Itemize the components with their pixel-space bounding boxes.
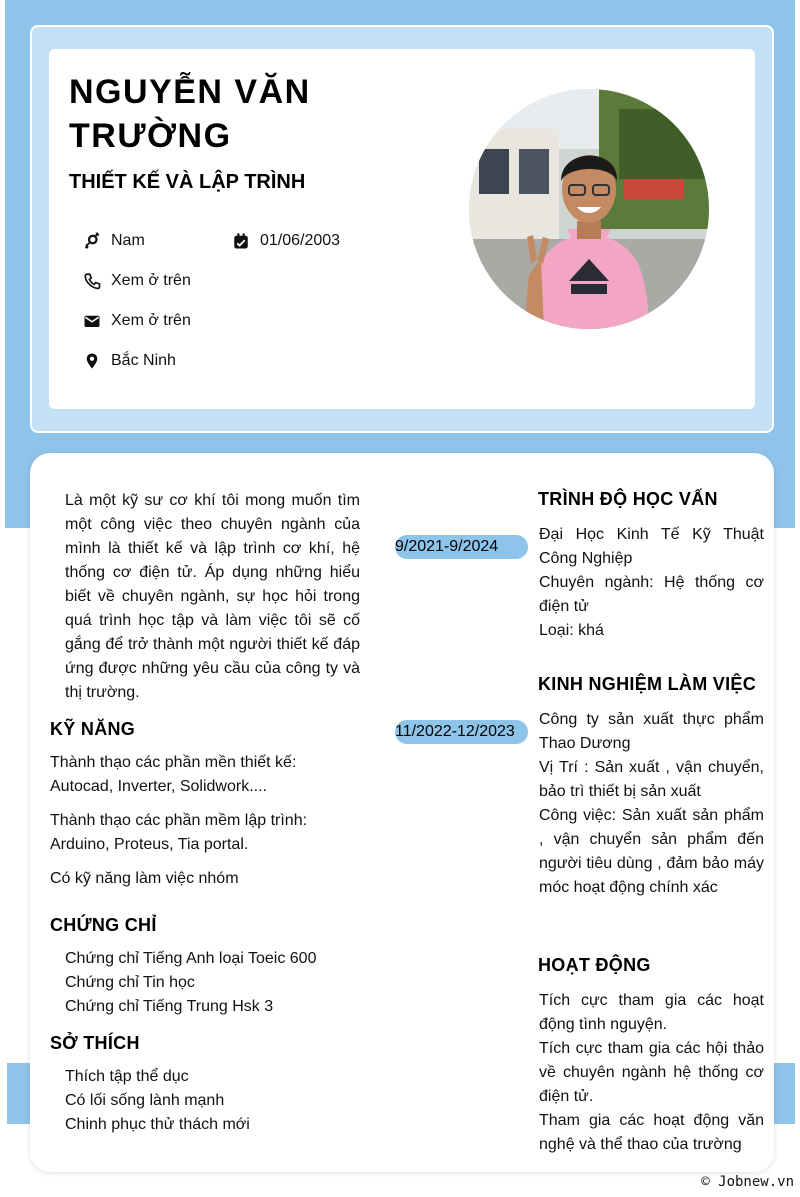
profile-photo	[469, 89, 709, 329]
birthday-info	[232, 232, 340, 250]
education-major: Chuyên ngành: Hệ thống cơ điện tử	[539, 574, 764, 615]
birthday-value: 01/06/2003	[260, 232, 341, 249]
gender-icon	[83, 232, 101, 250]
email-icon	[83, 312, 101, 330]
education-title: TRÌNH ĐỘ HỌC VẤN	[538, 489, 718, 509]
activities-title: HOẠT ĐỘNG	[538, 955, 651, 975]
activity-item: Tích cực tham gia các hoạt động tình nguyện.	[539, 992, 764, 1033]
education-date: 9/2021-9/2024	[395, 535, 528, 559]
experience-date: 11/2022-12/2023	[395, 720, 528, 744]
hobby-item: Chinh phục thử thách mới	[65, 1116, 250, 1133]
activity-item: Tích cực tham gia các hội thảo về chuyên ngành hệ thống cơ điện tử.	[539, 1040, 764, 1105]
education-grade: Loại: khá	[539, 622, 604, 639]
calendar-icon	[232, 232, 250, 250]
hobby-item: Thích tập thể dục	[65, 1068, 189, 1085]
skill-item: Thành thạo các phần mềm lập trình: Arduino, Proteus, Tia portal.	[50, 812, 308, 853]
experience-duties: Công việc: Sản xuất sản phẩm , vận chuyển sản phẩm đến người tiêu dùng , đảm bảo máy móc hoạt động chính xác	[539, 807, 764, 896]
career-objective: Là một kỹ sư cơ khí tôi mong muốn tìm một công việc theo chuyên ngành của mình là thiết kế và lập trình cơ khí, hệ thống cơ điện tử. Áp dụng những hiểu biết về chuyên ngành, sự học hỏi trong quá trình học tập và làm việc tôi sẽ cố gắng để trở thành một người thiết kế đáp ứng được những yêu cầu của công ty và thị trường.	[65, 492, 360, 701]
hobby-item: Có lối sống lành mạnh	[65, 1092, 225, 1109]
experience-role: Vị Trí : Sản xuất , vận chuyển, bảo trì thiết bị sản xuất	[539, 759, 764, 800]
job-title: THIẾT KẾ VÀ LẬP TRÌNH	[69, 171, 306, 193]
candidate-name: NGUYỄN VĂN TRƯỜNG	[69, 73, 311, 155]
certificate-item: Chứng chỉ Tin học	[65, 974, 195, 991]
skill-item: Có kỹ năng làm việc nhóm	[50, 870, 239, 887]
hobbies-title: SỞ THÍCH	[50, 1033, 140, 1053]
certificates-title: CHỨNG CHỈ	[50, 915, 157, 935]
phone-icon	[83, 272, 101, 290]
education-school: Đại Học Kinh Tế Kỹ Thuật Công Nghiệp	[539, 526, 764, 567]
activity-item: Tham gia các hoạt động văn nghệ và thể thao của trường	[539, 1112, 764, 1153]
skills-title: KỸ NĂNG	[50, 719, 136, 739]
address-info	[83, 352, 176, 370]
email-info	[83, 312, 191, 330]
certificate-item: Chứng chỉ Tiếng Anh loại Toeic 600	[65, 950, 317, 967]
address-value: Bắc Ninh	[111, 352, 176, 369]
gender-info	[83, 232, 145, 250]
phone-value: Xem ở trên	[111, 272, 191, 289]
location-pin-icon	[83, 352, 101, 370]
certificate-item: Chứng chỉ Tiếng Trung Hsk 3	[65, 998, 274, 1015]
experience-company: Công ty sản xuất thực phẩm Thao Dương	[539, 711, 764, 752]
gender-value: Nam	[111, 232, 145, 249]
experience-title: KINH NGHIỆM LÀM VIỆC	[538, 674, 757, 694]
email-value: Xem ở trên	[111, 312, 191, 329]
copyright-text: © Jobnew.vn	[701, 1174, 794, 1190]
skill-item: Thành thạo các phần mền thiết kế: Autocad, Inverter, Solidwork....	[50, 754, 297, 795]
phone-info	[83, 272, 191, 290]
